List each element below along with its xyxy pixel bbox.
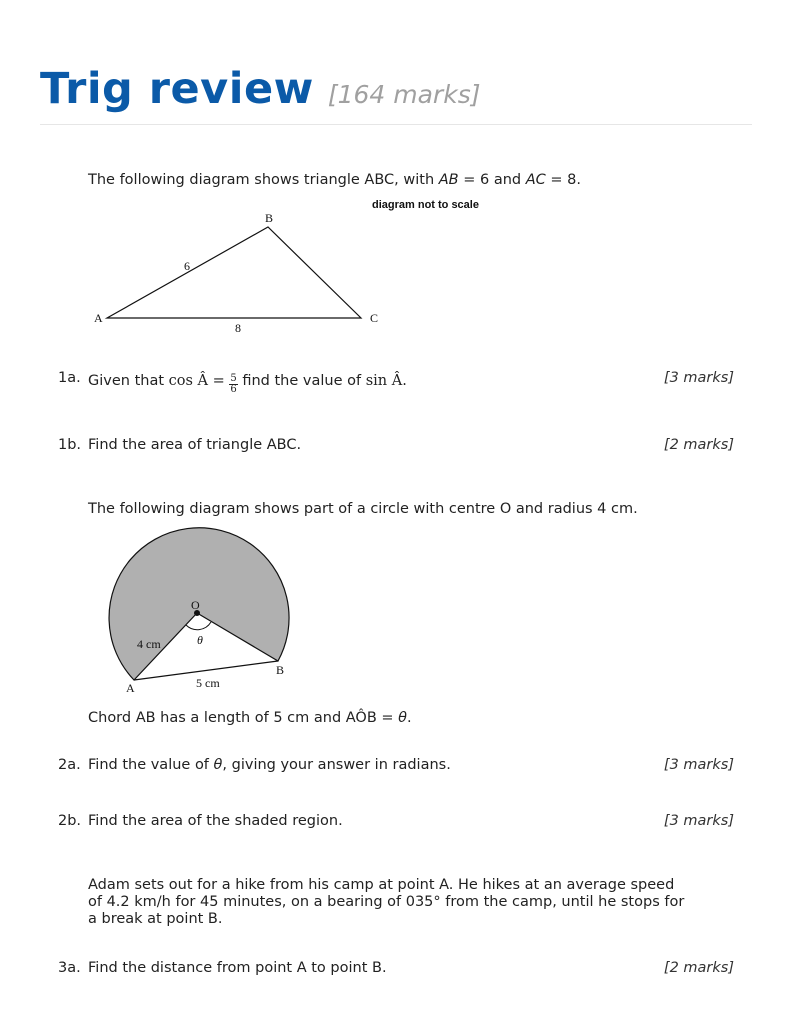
triangle-abc [107, 227, 361, 318]
question-marks: [2 marks] [663, 960, 734, 976]
radius-label: 4 cm [137, 637, 161, 651]
question-1b-text: Find the area of triangle ABC. [88, 437, 302, 453]
chord-statement: Chord AB has a length of 5 cm and AÔB = θ. [88, 710, 412, 726]
question-number: 3a. [58, 960, 81, 976]
section2-intro: The following diagram shows part of a circle with centre O and radius 4 cm. [88, 501, 638, 517]
section1-intro: The following diagram shows triangle ABC, with AB = 6 and AC = 8. [88, 172, 581, 188]
question-2b-text: Find the area of the shaded region. [88, 813, 343, 829]
page-title: Trig review [40, 64, 314, 114]
header-divider [40, 124, 752, 125]
section3-intro: Adam sets out for a hike from his camp at point A. He hikes at an average speed of 4.2 km/h for 45 minutes, on a bearing of 035° from the camp, until he stops for a break at point B. [88, 877, 685, 927]
side-ac-label: 8 [235, 321, 241, 335]
question-2a-text: Find the value of θ, giving your answer in radians. [88, 757, 451, 773]
fraction: $\frac{5}{6}$ [230, 373, 237, 395]
theta-label: θ [197, 633, 203, 647]
total-marks: [164 marks] [327, 80, 481, 109]
point-b-label: B [276, 663, 285, 677]
centre-o-label: O [191, 598, 200, 612]
question-marks: [3 marks] [663, 757, 734, 773]
question-number: 1b. [58, 437, 82, 453]
question-marks: [3 marks] [663, 370, 734, 386]
question-number: 1a. [58, 370, 81, 386]
triangle-diagram [85, 200, 505, 340]
question-number: 2b. [58, 813, 82, 829]
circle-diagram [100, 522, 300, 697]
chord-length-label: 5 cm [196, 676, 220, 690]
vertex-b-label: B [265, 211, 274, 225]
question-marks: [2 marks] [663, 437, 734, 453]
vertex-a-label: A [94, 311, 103, 325]
diagram-note: diagram not to scale [372, 199, 479, 211]
point-a-label: A [126, 681, 135, 695]
question-1a-text: Given that cos Â = $\frac{5}{6}$ find the value of sin Â. [88, 373, 407, 395]
question-number: 2a. [58, 757, 81, 773]
vertex-c-label: C [370, 311, 379, 325]
question-marks: [3 marks] [663, 813, 734, 829]
side-ab-label: 6 [184, 259, 190, 273]
angle-arc [186, 622, 211, 630]
question-3a-text: Find the distance from point A to point B. [88, 960, 387, 976]
page-header [40, 64, 480, 114]
